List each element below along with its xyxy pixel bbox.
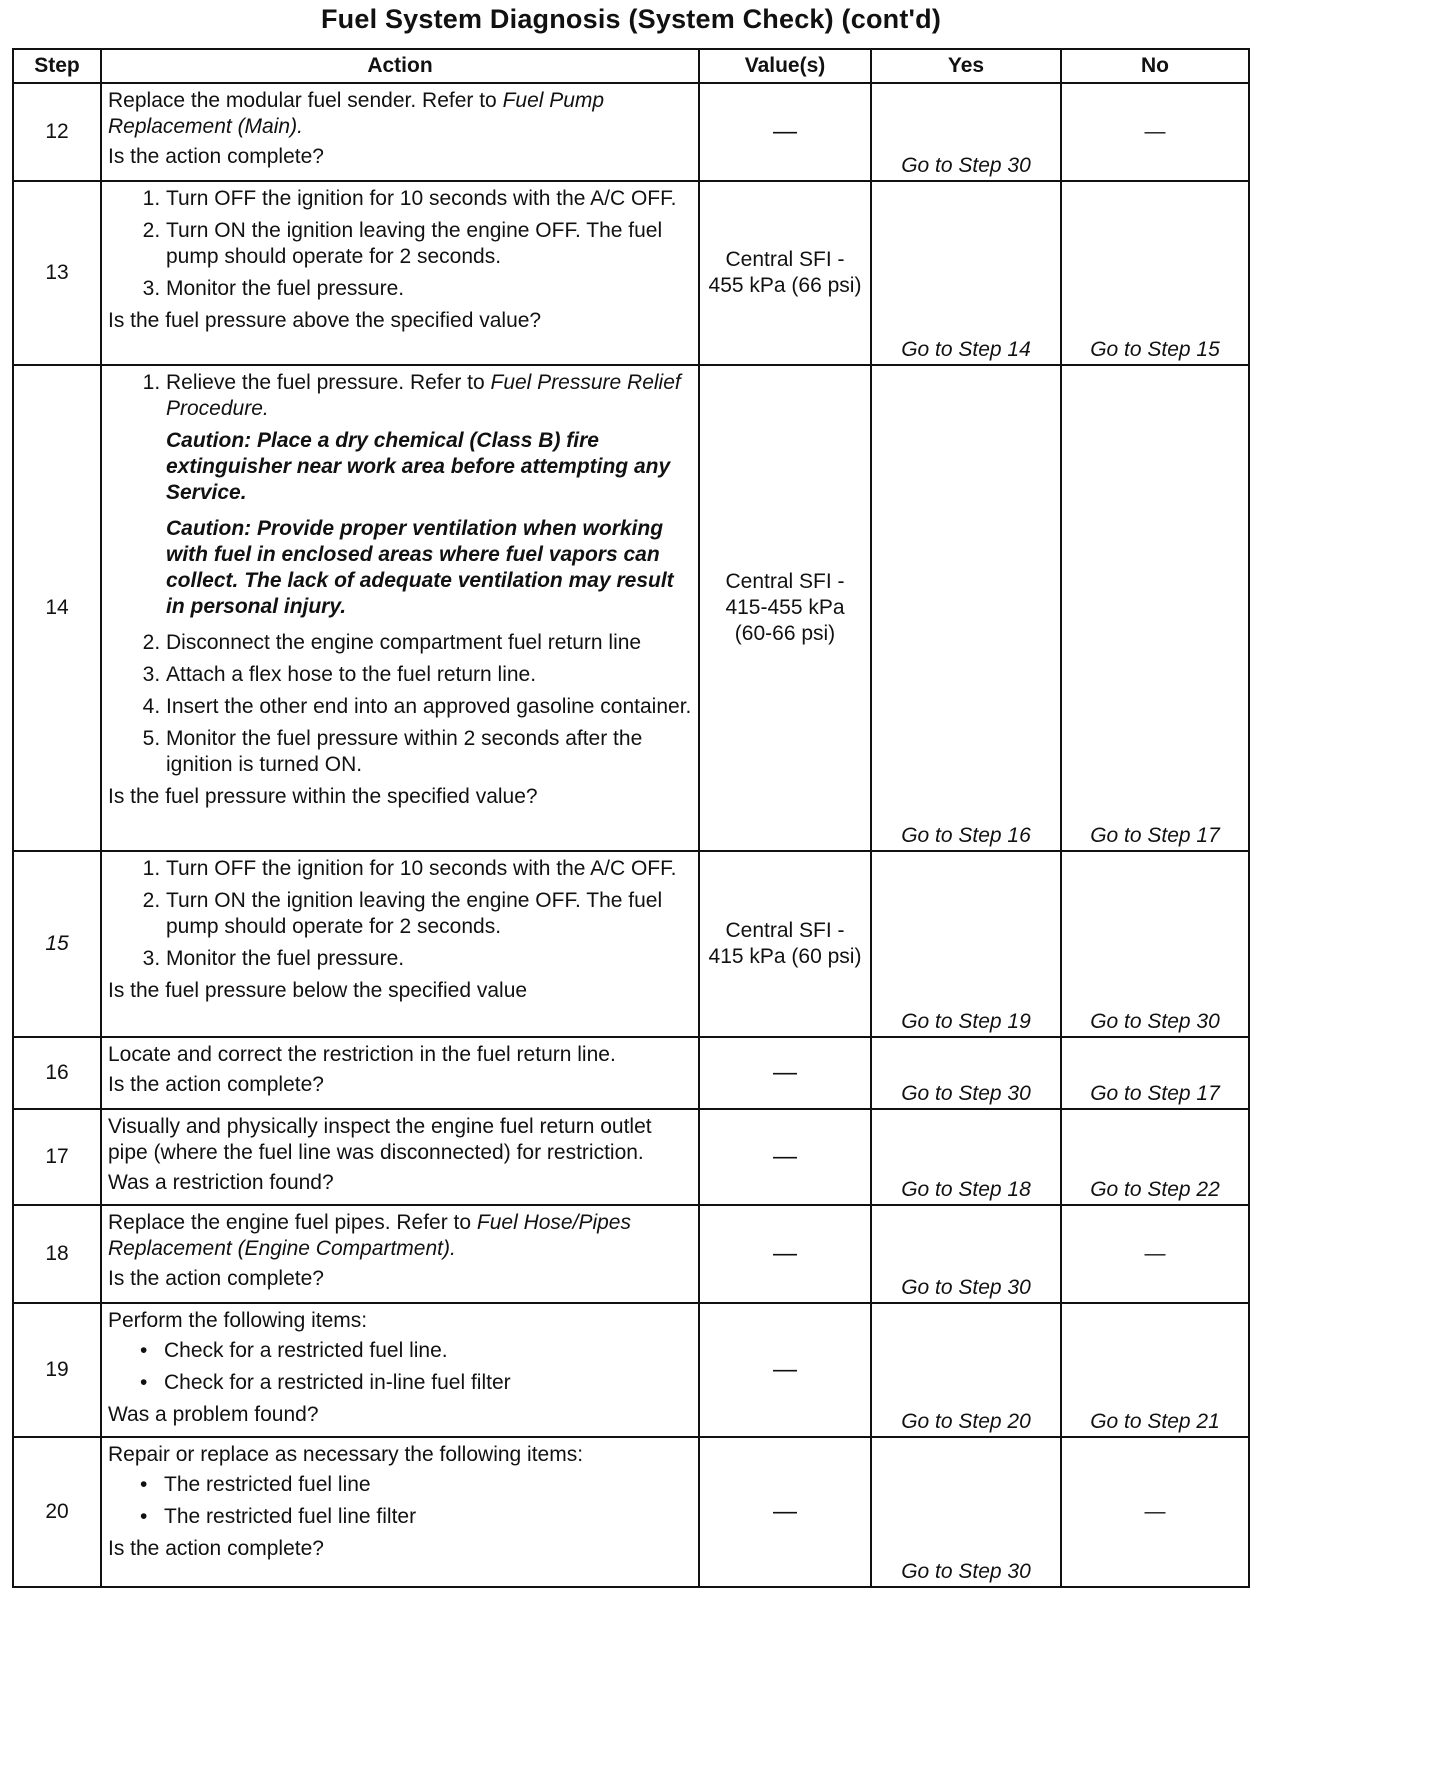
step-number: 13 bbox=[13, 181, 101, 365]
value-line: Central SFI - bbox=[725, 570, 845, 593]
header-step: Step bbox=[13, 49, 101, 83]
action-item: 3. Attach a flex hose to the fuel return line. bbox=[166, 662, 692, 688]
step-number: 20 bbox=[13, 1437, 101, 1587]
value-cell bbox=[699, 1303, 871, 1437]
header-no: No bbox=[1061, 49, 1249, 83]
yes-cell: Go to Step 16 bbox=[871, 365, 1061, 851]
step-number: 16 bbox=[13, 1037, 101, 1109]
step-number: 19 bbox=[13, 1303, 101, 1437]
caution-note: Caution: Place a dry chemical (Class B) fire extinguisher near work area before attempting any Service. bbox=[166, 429, 671, 504]
value-cell bbox=[699, 1205, 871, 1303]
action-item: 4. Insert the other end into an approved gasoline container. bbox=[166, 694, 692, 720]
value-cell bbox=[699, 181, 871, 365]
action-cell bbox=[101, 1109, 699, 1205]
diagnosis-table bbox=[12, 48, 1250, 1588]
action-question: Is the action complete? bbox=[108, 1267, 324, 1290]
value-line: Central SFI - bbox=[725, 248, 845, 271]
action-question: Is the fuel pressure below the specified value bbox=[108, 979, 528, 1002]
action-question: Is the action complete? bbox=[108, 1073, 324, 1096]
value-line: Central SFI - bbox=[725, 919, 845, 942]
action-text: Replace the modular fuel sender. Refer to Fuel Pump Replacement (Main). bbox=[108, 89, 605, 138]
header-yes: Yes bbox=[871, 49, 1061, 83]
table-row bbox=[13, 83, 1249, 181]
action-cell bbox=[101, 1205, 699, 1303]
yes-cell: Go to Step 18 bbox=[871, 1109, 1061, 1205]
empty-dash: — bbox=[773, 1142, 797, 1170]
action-cell bbox=[101, 1437, 699, 1587]
bullet-item: • The restricted fuel line bbox=[140, 1472, 692, 1498]
action-question: Is the fuel pressure within the specified value? bbox=[108, 785, 538, 808]
yes-cell: Go to Step 30 bbox=[871, 1437, 1061, 1587]
step-number: 14 bbox=[13, 365, 101, 851]
no-cell: — bbox=[1061, 83, 1249, 181]
step-number: 17 bbox=[13, 1109, 101, 1205]
empty-dash: — bbox=[773, 1355, 797, 1383]
table-row bbox=[13, 1303, 1249, 1437]
no-cell: Go to Step 22 bbox=[1061, 1109, 1249, 1205]
action-text: Replace the engine fuel pipes. Refer to Fuel Hose/Pipes Replacement (Engine Compartment). bbox=[108, 1211, 631, 1260]
action-cell bbox=[101, 365, 699, 851]
value-cell bbox=[699, 1109, 871, 1205]
action-cell bbox=[101, 83, 699, 181]
step-number: 15 bbox=[13, 851, 101, 1037]
action-item: 1. Relieve the fuel pressure. Refer to Fuel Pressure Relief Procedure. bbox=[166, 370, 692, 422]
no-cell: Go to Step 21 bbox=[1061, 1303, 1249, 1437]
action-cell bbox=[101, 1037, 699, 1109]
action-item: 3. Monitor the fuel pressure. bbox=[166, 946, 692, 972]
step-number: 18 bbox=[13, 1205, 101, 1303]
caution-note: Caution: Provide proper ventilation when working with fuel in enclosed areas where fuel vapors can collect. The lack of adequate ventilation may result in personal injury. bbox=[166, 517, 674, 618]
bullet-item: • The restricted fuel line filter bbox=[140, 1504, 692, 1530]
value-cell bbox=[699, 365, 871, 851]
empty-dash: — bbox=[773, 1497, 797, 1525]
action-question: Is the action complete? bbox=[108, 1537, 324, 1560]
no-cell: Go to Step 15 bbox=[1061, 181, 1249, 365]
yes-cell: Go to Step 30 bbox=[871, 83, 1061, 181]
yes-cell: Go to Step 19 bbox=[871, 851, 1061, 1037]
yes-cell: Go to Step 14 bbox=[871, 181, 1061, 365]
value-cell bbox=[699, 1437, 871, 1587]
bullet-item: • Check for a restricted in-line fuel filter bbox=[140, 1370, 692, 1396]
table-row bbox=[13, 1109, 1249, 1205]
action-cell bbox=[101, 181, 699, 365]
action-item: 2. Disconnect the engine compartment fuel return line bbox=[166, 630, 692, 656]
page-title: Fuel System Diagnosis (System Check) (cont'd) bbox=[320, 4, 942, 34]
action-item: 3. Monitor the fuel pressure. bbox=[166, 276, 692, 302]
empty-dash: — bbox=[773, 1239, 797, 1267]
action-item: 2. Turn ON the ignition leaving the engine OFF. The fuel pump should operate for 2 seconds. bbox=[166, 888, 692, 940]
action-question: Was a restriction found? bbox=[108, 1171, 334, 1194]
reference-link: Fuel Hose/Pipes Replacement (Engine Compartment). bbox=[108, 1211, 631, 1260]
action-question: Is the fuel pressure above the specified value? bbox=[108, 309, 542, 332]
yes-cell: Go to Step 30 bbox=[871, 1205, 1061, 1303]
reference-link: Fuel Pressure Relief Procedure. bbox=[166, 371, 681, 420]
empty-dash: — bbox=[773, 1058, 797, 1086]
action-item: 1. Turn OFF the ignition for 10 seconds with the A/C OFF. bbox=[166, 856, 692, 882]
header-action: Action bbox=[101, 49, 699, 83]
header-value: Value(s) bbox=[699, 49, 871, 83]
action-item: 2. Turn ON the ignition leaving the engine OFF. The fuel pump should operate for 2 seconds. bbox=[166, 218, 692, 270]
action-item: 5. Monitor the fuel pressure within 2 seconds after the ignition is turned ON. bbox=[166, 726, 692, 778]
header-row bbox=[13, 49, 1249, 83]
yes-cell: Go to Step 30 bbox=[871, 1037, 1061, 1109]
reference-link: Fuel Pump Replacement (Main). bbox=[108, 89, 605, 138]
table-row bbox=[13, 1437, 1249, 1587]
action-text: Repair or replace as necessary the following items: bbox=[108, 1443, 584, 1466]
table-row bbox=[13, 181, 1249, 365]
table-row bbox=[13, 851, 1249, 1037]
action-cell bbox=[101, 851, 699, 1037]
value-line: 455 kPa (66 psi) bbox=[708, 274, 862, 297]
action-text: Perform the following items: bbox=[108, 1309, 368, 1332]
action-cell bbox=[101, 1303, 699, 1437]
action-item: 1. Turn OFF the ignition for 10 seconds with the A/C OFF. bbox=[166, 186, 692, 212]
bullet-item: • Check for a restricted fuel line. bbox=[140, 1338, 692, 1364]
no-cell: Go to Step 17 bbox=[1061, 365, 1249, 851]
step-number: 12 bbox=[13, 83, 101, 181]
action-text: Locate and correct the restriction in the fuel return line. bbox=[108, 1043, 616, 1066]
value-line: 415 kPa (60 psi) bbox=[708, 945, 862, 968]
value-line: 415-455 kPa bbox=[725, 596, 845, 619]
no-cell: Go to Step 17 bbox=[1061, 1037, 1249, 1109]
table-row bbox=[13, 1037, 1249, 1109]
no-cell: — bbox=[1061, 1205, 1249, 1303]
yes-cell: Go to Step 20 bbox=[871, 1303, 1061, 1437]
table-row bbox=[13, 365, 1249, 851]
value-cell bbox=[699, 83, 871, 181]
no-cell: Go to Step 30 bbox=[1061, 851, 1249, 1037]
action-text: Visually and physically inspect the engine fuel return outlet pipe (where the fuel line was disconnected) for restriction. bbox=[108, 1115, 652, 1164]
table-row bbox=[13, 1205, 1249, 1303]
action-question: Is the action complete? bbox=[108, 145, 324, 168]
value-cell bbox=[699, 851, 871, 1037]
action-question: Was a problem found? bbox=[108, 1403, 319, 1426]
value-line: (60-66 psi) bbox=[734, 622, 836, 645]
empty-dash: — bbox=[773, 117, 797, 145]
no-cell: — bbox=[1061, 1437, 1249, 1587]
value-cell bbox=[699, 1037, 871, 1109]
